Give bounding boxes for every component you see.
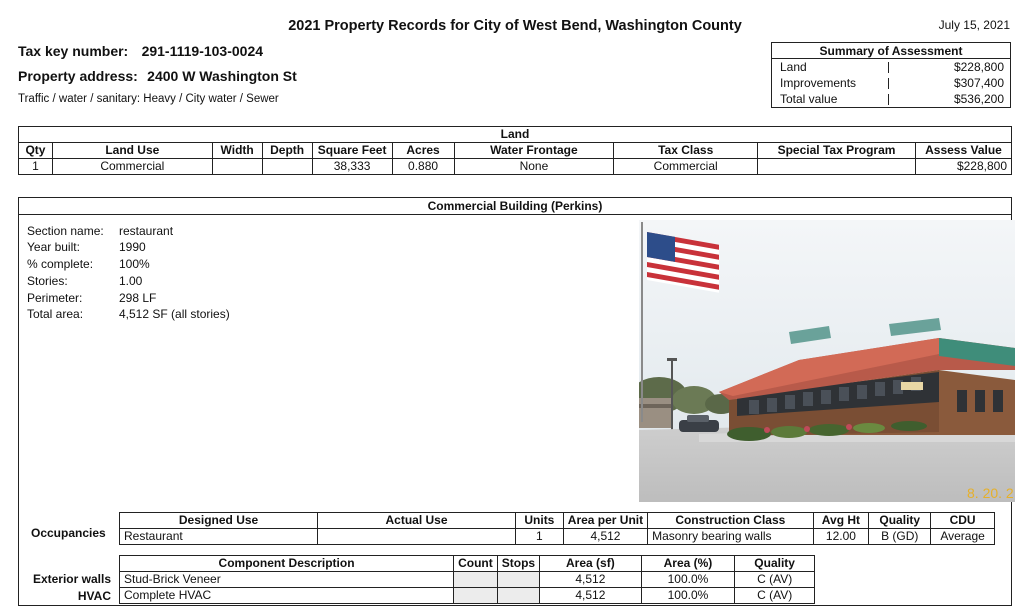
component-area-sf: 4,512 bbox=[540, 588, 642, 604]
detail-value: 1990 bbox=[119, 240, 146, 254]
land-water-frontage: None bbox=[454, 159, 614, 175]
tax-key-value: 291-1119-103-0024 bbox=[141, 43, 264, 59]
column-header: Count bbox=[454, 556, 498, 572]
land-special-tax bbox=[758, 159, 916, 175]
component-area-pct: 100.0% bbox=[641, 572, 735, 588]
column-header: Quality bbox=[735, 556, 815, 572]
area-per-unit: 4,512 bbox=[563, 529, 647, 545]
table-row bbox=[120, 529, 995, 545]
address-label: Property address: bbox=[18, 68, 138, 84]
component-quality: C (AV) bbox=[735, 572, 815, 588]
detail-key: Stories: bbox=[27, 274, 68, 288]
column-header: Actual Use bbox=[318, 513, 516, 529]
summary-title: Summary of Assessment bbox=[772, 43, 1010, 59]
summary-row-improvements bbox=[772, 75, 1010, 91]
detail-key: Section name: bbox=[27, 224, 104, 238]
column-header: Qty bbox=[19, 143, 53, 159]
tax-key-label: Tax key number: bbox=[18, 43, 129, 59]
detail-key: Total area: bbox=[27, 307, 84, 321]
column-header: Special Tax Program bbox=[758, 143, 916, 159]
land-assess-value: $228,800 bbox=[915, 159, 1011, 175]
report-date: July 15, 2021 bbox=[938, 18, 1010, 32]
construction-class: Masonry bearing walls bbox=[648, 529, 813, 545]
address-row bbox=[18, 68, 297, 84]
land-table bbox=[18, 126, 1012, 175]
column-header: Construction Class bbox=[648, 513, 813, 529]
summary-label: Improvements bbox=[780, 76, 857, 90]
component-area-sf: 4,512 bbox=[540, 572, 642, 588]
table-row bbox=[120, 588, 815, 604]
traffic-label: Traffic / water / sanitary: bbox=[18, 93, 141, 105]
column-header: Designed Use bbox=[120, 513, 318, 529]
detail-value: 1.00 bbox=[119, 274, 143, 288]
column-header: Water Frontage bbox=[454, 143, 614, 159]
column-header: Stops bbox=[497, 556, 539, 572]
detail-key: Year built: bbox=[27, 240, 80, 254]
column-header: Land Use bbox=[52, 143, 212, 159]
component-stops bbox=[497, 588, 539, 604]
component-description: Stud-Brick Veneer bbox=[120, 572, 454, 588]
detail-value: 298 LF bbox=[119, 291, 157, 305]
column-header: Assess Value bbox=[915, 143, 1011, 159]
summary-value: $536,200 bbox=[953, 92, 1004, 106]
column-header: Units bbox=[515, 513, 563, 529]
commercial-building-section bbox=[18, 197, 1012, 606]
land-qty: 1 bbox=[19, 159, 53, 175]
summary-value: $307,400 bbox=[953, 76, 1004, 90]
column-header: Square Feet bbox=[312, 143, 392, 159]
land-acres: 0.880 bbox=[392, 159, 454, 175]
column-header: Depth bbox=[262, 143, 312, 159]
avg-ht: 12.00 bbox=[813, 529, 869, 545]
designed-use: Restaurant bbox=[120, 529, 318, 545]
column-header: Avg Ht bbox=[813, 513, 869, 529]
land-width bbox=[212, 159, 262, 175]
column-header: CDU bbox=[931, 513, 995, 529]
component-area-pct: 100.0% bbox=[641, 588, 735, 604]
summary-label: Total value bbox=[780, 92, 838, 106]
page-title: 2021 Property Records for City of West Bend, Washington County bbox=[288, 18, 742, 34]
occupancies-label: Occupancies bbox=[31, 526, 106, 540]
traffic-row bbox=[18, 93, 279, 105]
component-count bbox=[454, 572, 498, 588]
building-title: Commercial Building (Perkins) bbox=[19, 198, 1011, 215]
column-header: Acres bbox=[392, 143, 454, 159]
hvac-label: HVAC bbox=[77, 589, 111, 603]
table-row bbox=[120, 572, 815, 588]
traffic-value: Heavy / City water / Sewer bbox=[143, 93, 279, 105]
summary-row-total bbox=[772, 91, 1010, 107]
component-count bbox=[454, 588, 498, 604]
column-header: Width bbox=[212, 143, 262, 159]
land-caption: Land bbox=[19, 127, 1012, 143]
detail-key: Perimeter: bbox=[27, 291, 83, 305]
table-row bbox=[19, 159, 1012, 175]
detail-value: 4,512 SF (all stories) bbox=[119, 307, 230, 321]
building-photo bbox=[639, 220, 1015, 502]
column-header: Area (%) bbox=[641, 556, 735, 572]
restaurant-photo-illustration bbox=[639, 220, 1015, 502]
occupancies-table bbox=[119, 512, 995, 545]
summary-value: $228,800 bbox=[953, 60, 1004, 74]
exterior-walls-label: Exterior walls bbox=[32, 572, 111, 586]
summary-row-land bbox=[772, 59, 1010, 75]
component-description: Complete HVAC bbox=[120, 588, 454, 604]
land-use: Commercial bbox=[52, 159, 212, 175]
column-header: Component Description bbox=[120, 556, 454, 572]
quality: B (GD) bbox=[869, 529, 931, 545]
photo-date-stamp: 8. 20. 2 bbox=[967, 485, 1014, 501]
detail-value: 100% bbox=[119, 257, 150, 271]
components-table bbox=[119, 555, 815, 604]
summary-label: Land bbox=[780, 60, 807, 74]
cdu: Average bbox=[931, 529, 995, 545]
actual-use bbox=[318, 529, 516, 545]
land-depth bbox=[262, 159, 312, 175]
detail-key: % complete: bbox=[27, 257, 94, 271]
land-square-feet: 38,333 bbox=[312, 159, 392, 175]
units: 1 bbox=[515, 529, 563, 545]
summary-of-assessment bbox=[771, 42, 1011, 108]
column-header: Area (sf) bbox=[540, 556, 642, 572]
detail-value: restaurant bbox=[119, 224, 174, 238]
column-header: Tax Class bbox=[614, 143, 758, 159]
tax-key-row bbox=[18, 43, 263, 59]
component-stops bbox=[497, 572, 539, 588]
column-header: Area per Unit bbox=[563, 513, 647, 529]
address-value: 2400 W Washington St bbox=[147, 68, 297, 84]
column-header: Quality bbox=[869, 513, 931, 529]
component-quality: C (AV) bbox=[735, 588, 815, 604]
land-tax-class: Commercial bbox=[614, 159, 758, 175]
